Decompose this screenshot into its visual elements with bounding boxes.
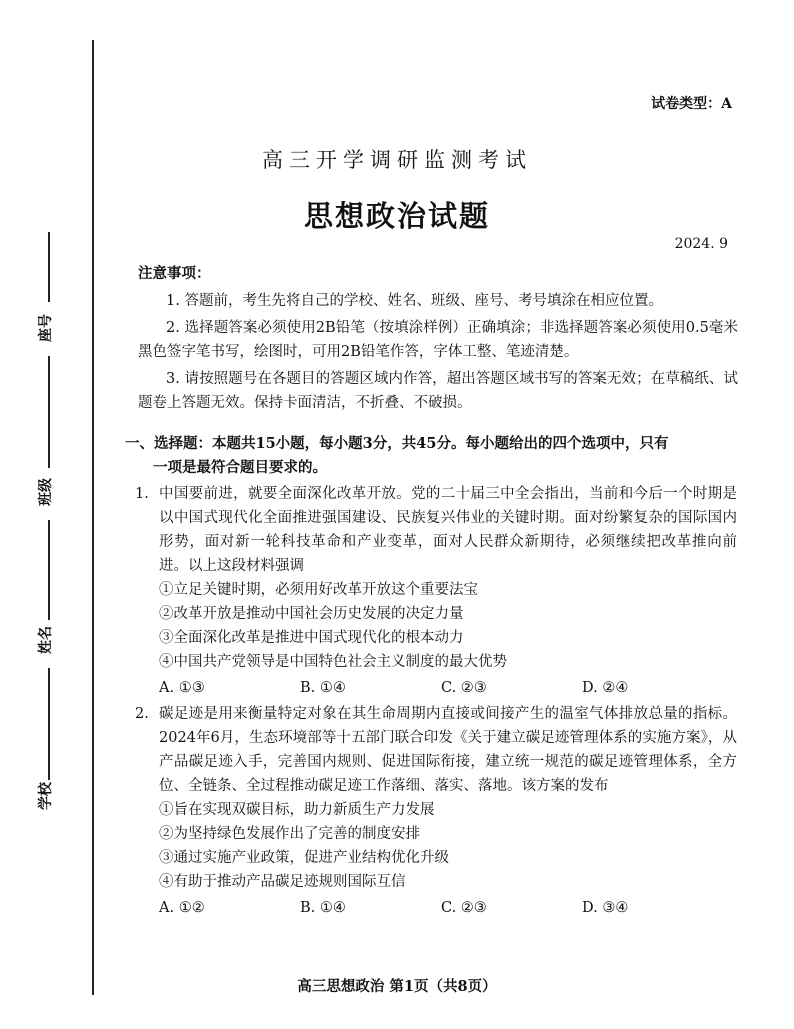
- school-blank: [48, 668, 50, 780]
- choice-c: C. ②③: [441, 680, 487, 696]
- statement-option: ①旨在实现双碳目标，助力新质生产力发展: [159, 802, 435, 818]
- name-label: 姓名: [38, 626, 54, 654]
- choice-d: D. ③④: [582, 900, 629, 916]
- choice-b: B. ①④: [300, 680, 346, 696]
- statement-option: ③全面深化改革是推进中国式现代化的根本动力: [159, 630, 464, 646]
- answer-choices: [135, 896, 737, 920]
- seat-label: 座号: [38, 314, 54, 342]
- binding-divider: [92, 40, 94, 995]
- statement-option: ③通过实施产业政策，促进产业结构优化升级: [159, 850, 449, 866]
- statement-option: ④中国共产党领导是中国特色社会主义制度的最大优势: [159, 654, 507, 670]
- question-stem: 碳足迹是用来衡量特定对象在其生命周期内直接或间接产生的温室气体排放总量的指标。2024年6月，生态环境部等十五部门联合印发《关于建立碳足迹管理体系的实施方案》，从产品碳足迹入手，完善国内规则、促进国际衔接，建立统一规范的碳足迹管理体系，全方位、全链条、全过程推动碳足迹工作落细、落实、落地。该方案的发布: [159, 706, 737, 794]
- notice-item: 3. 请按照题号在各题目的答题区域内作答，超出答题区域书写的答案无效；在草稿纸、试题卷上答题无效。保持卡面清洁，不折叠、不破损。: [138, 371, 738, 411]
- seat-blank: [48, 232, 50, 302]
- answer-choices: [135, 676, 737, 700]
- exam-subtitle: 高三开学调研监测考试: [262, 148, 532, 172]
- statement-option: ①立足关键时期，必须用好改革开放这个重要法宝: [159, 582, 478, 598]
- page-footer: 高三思想政治 第1页（共8页）: [297, 978, 497, 995]
- notice-item: 1. 答题前，考生先将自己的学校、姓名、班级、座号、考号填涂在相应位置。: [166, 293, 663, 309]
- notice-item: 2. 选择题答案必须使用2B铅笔（按填涂样例）正确填涂；非选择题答案必须使用0.5毫米黑色签字笔书写，绘图时，可用2B铅笔作答，字体工整、笔迹清楚。: [138, 320, 738, 360]
- exam-date: 2024. 9: [674, 236, 728, 252]
- section-heading: [125, 432, 741, 480]
- name-blank: [48, 520, 50, 620]
- choice-a: A. ①③: [159, 680, 205, 696]
- notice-section: [138, 262, 738, 415]
- class-blank: [48, 356, 50, 468]
- question-number: 2.: [135, 706, 149, 722]
- choice-a: A. ①②: [159, 900, 205, 916]
- choice-c: C. ②③: [441, 900, 487, 916]
- school-label: 学校: [38, 782, 54, 810]
- section-heading-line2: 一项是最符合题目要求的。: [153, 459, 327, 476]
- exam-type: 试卷类型：A: [651, 96, 732, 112]
- question-number: 1.: [135, 486, 149, 502]
- question-stem: 中国要前进，就要全面深化改革开放。党的二十届三中全会指出，当前和今后一个时期是以中国式现代化全面推进强国建设、民族复兴伟业的关键时期。面对纷繁复杂的国际国内形势，面对新一轮科技革命和产业变革，面对人民群众新期待，必须继续把改革推向前进。以上这段材料强调: [159, 486, 737, 574]
- statement-option: ②为坚持绿色发展作出了完善的制度安排: [159, 826, 420, 842]
- notice-heading: 注意事项：: [138, 265, 211, 282]
- statement-option: ②改革开放是推动中国社会历史发展的决定力量: [159, 606, 464, 622]
- statement-option: ④有助于推动产品碳足迹规则国际互信: [159, 874, 406, 890]
- question-1: [135, 482, 737, 700]
- section-heading-line1: 一、选择题：本题共15小题，每小题3分，共45分。每小题给出的四个选项中，只有: [125, 435, 669, 452]
- page-title: 思想政治试题: [303, 199, 490, 233]
- choice-b: B. ①④: [300, 900, 346, 916]
- choice-d: D. ②④: [582, 680, 629, 696]
- question-2: [135, 702, 737, 920]
- class-label: 班级: [38, 478, 54, 506]
